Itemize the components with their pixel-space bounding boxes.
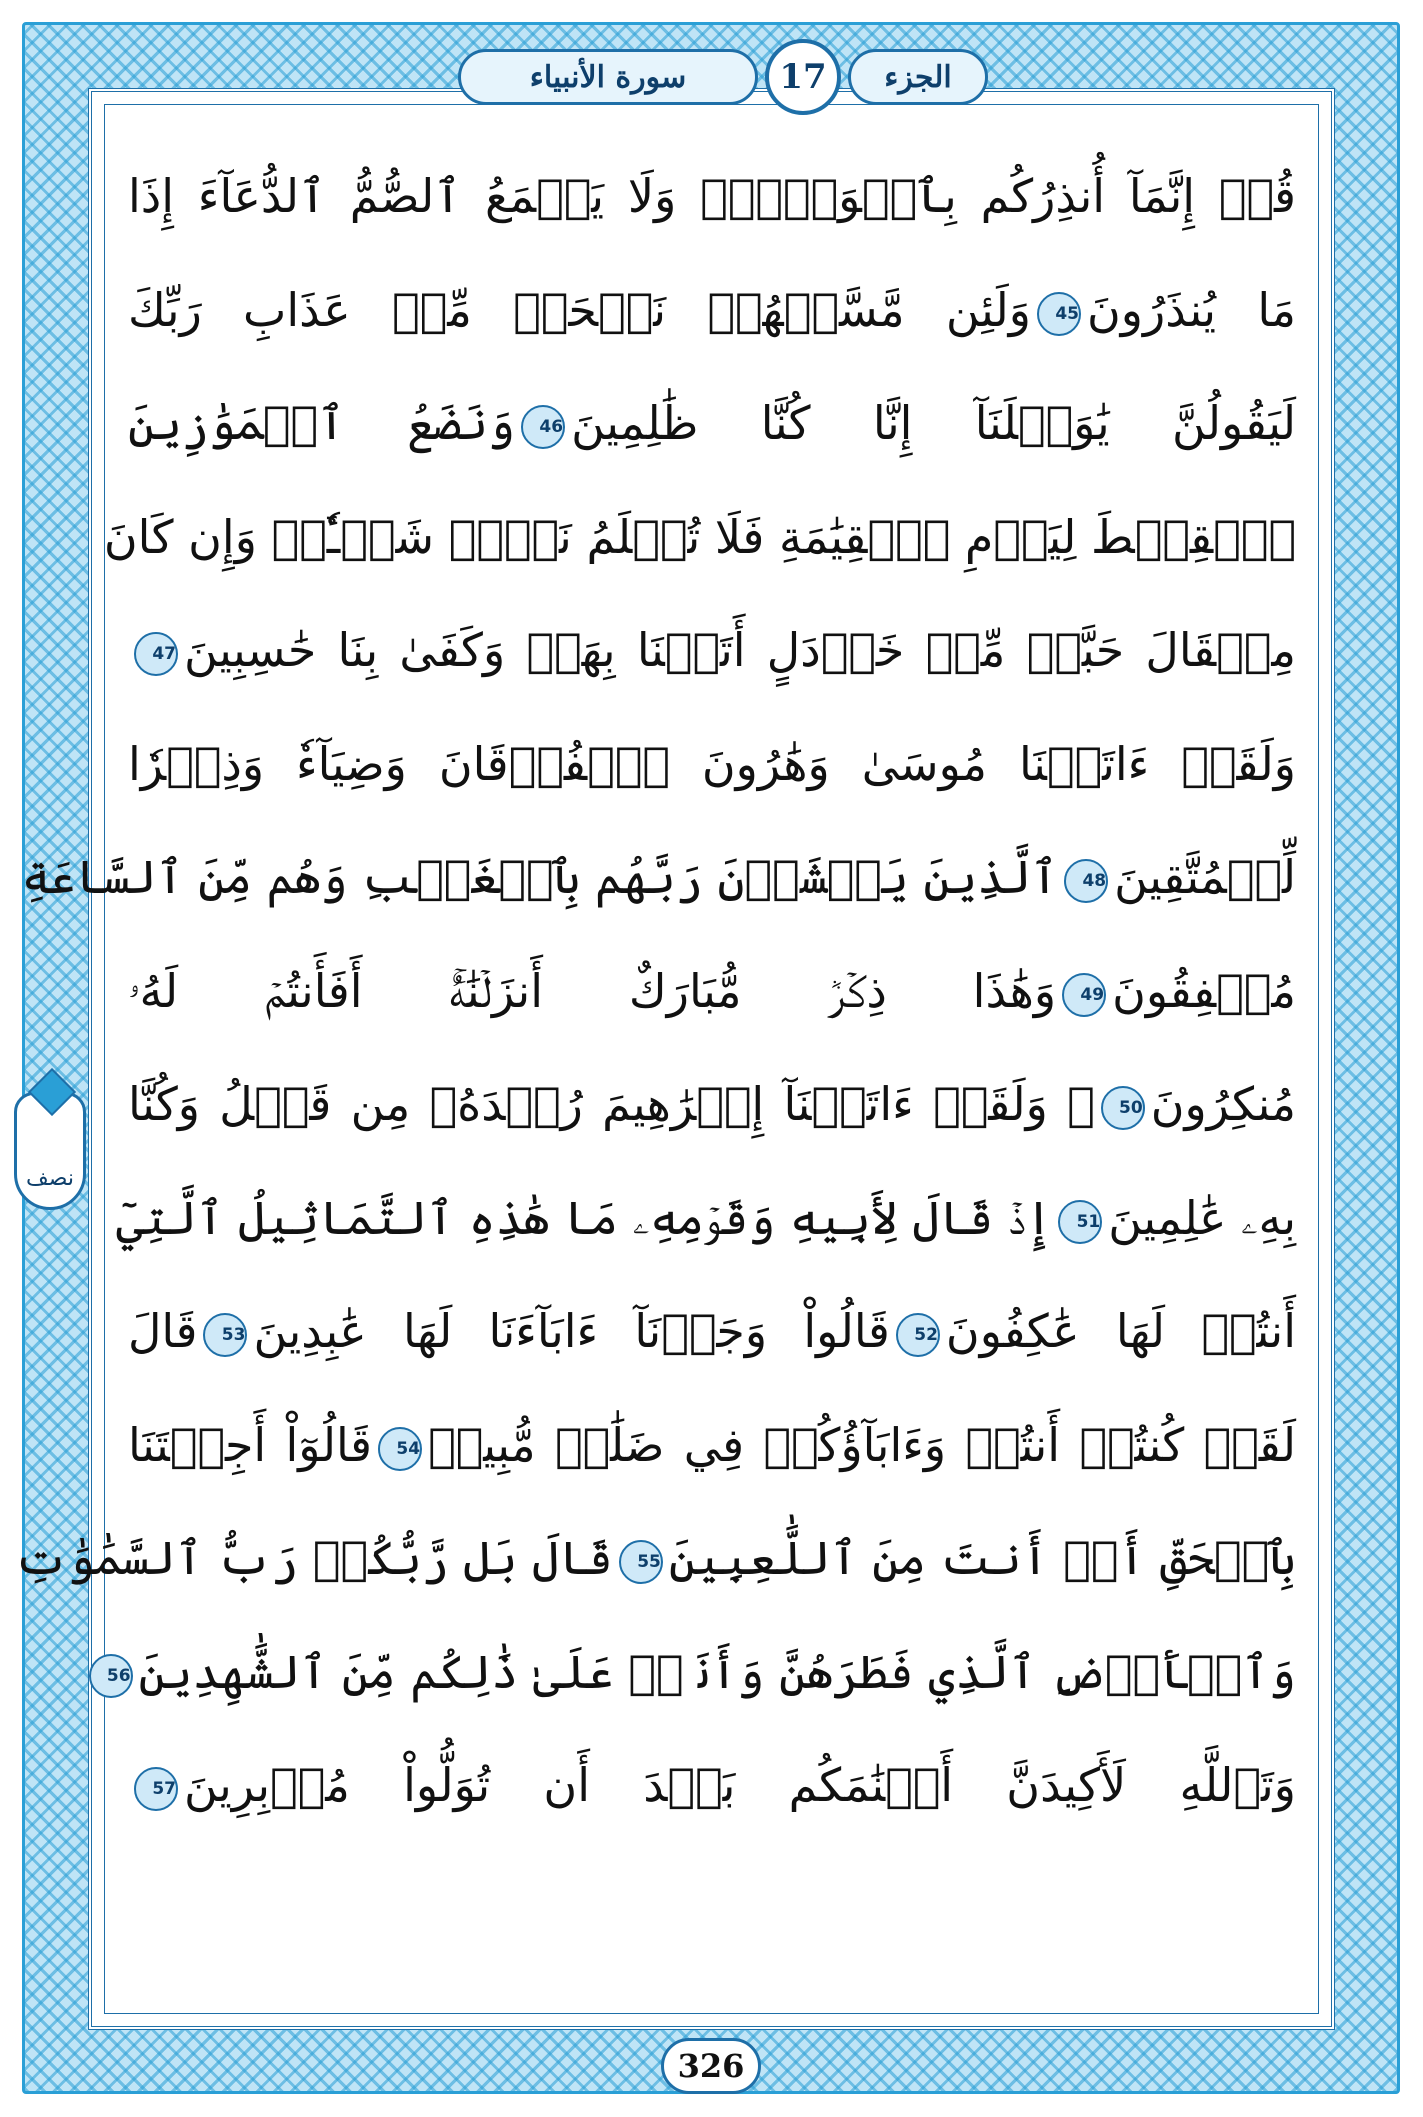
line-text: ۞ وَلَقَدۡ ءَاتَيۡنَآ إِبۡرَٰهِيمَ رُشۡدَهُۥ مِن قَبۡلُ وَكُنَّا	[128, 1077, 1095, 1131]
line-text: وَلَئِن مَّسَّتۡهُمۡ نَفۡحَةٞ مِّنۡ عَذَابِ رَبِّكَ	[128, 282, 1032, 337]
ayah-number-marker: 55	[619, 1540, 663, 1584]
text-line	[115, 1162, 1296, 1276]
line-text: بِهِۦ عَٰلِمِينَ	[1108, 1190, 1296, 1245]
juz-label: الجزء	[848, 49, 988, 105]
ayah-number-marker: 50	[1101, 1086, 1145, 1130]
line-text: إِذۡ قَالَ لِأَبِيهِ وَقَوۡمِهِۦ مَا هَٰذِهِ ٱلتَّمَاثِيلُ ٱلَّتِيٓ	[115, 1190, 1053, 1245]
hizb-marker	[14, 1092, 86, 1210]
line-text: مَا يُنذَرُونَ	[1087, 282, 1296, 337]
ayah-number-marker: 57	[134, 1767, 178, 1811]
text-line	[128, 708, 1296, 822]
text-line	[128, 367, 1296, 481]
surah-name: سورة الأنبياء	[458, 49, 758, 105]
line-text: مُشۡفِقُونَ	[1112, 963, 1296, 1018]
line-text: وَهَٰذَا ذِكۡرٞ مُّبَارَكٌ أَنزَلۡنَٰهُۚ أَفَأَنتُمۡ لَهُۥ	[128, 963, 1057, 1018]
text-line	[14, 1502, 1296, 1616]
juz-number: 17	[765, 39, 841, 115]
line-text: ٱلۡقِسۡطَ لِيَوۡمِ ٱلۡقِيَٰمَةِ فَلَا تُظۡلَمُ نَفۡسٞ شَيۡـٔٗاۖ وَإِن كَانَ	[103, 509, 1296, 564]
text-line	[106, 1616, 1296, 1730]
ayah-number-marker: 51	[1058, 1200, 1102, 1244]
ayah-number-marker: 56	[89, 1654, 133, 1698]
line-text: قَالُواْ وَجَدۡنَآ ءَابَآءَنَا لَهَا عَٰبِدِينَ	[253, 1304, 890, 1358]
line-text: وَلَقَدۡ ءَاتَيۡنَا مُوسَىٰ وَهَٰرُونَ ٱلۡفُرۡقَانَ وَضِيَآءٗ وَذِكۡرٗا	[128, 736, 1296, 791]
ayah-number-marker: 53	[203, 1313, 247, 1357]
text-line	[103, 481, 1296, 595]
line-text: مُنكِرُونَ	[1150, 1077, 1296, 1131]
text-line	[128, 140, 1296, 254]
line-text: وَٱلۡأَرۡضِ ٱلَّذِي فَطَرَهُنَّ وَأَنَا۠ عَلَىٰ ذَٰلِكُم مِّنَ ٱلشَّٰهِدِينَ	[138, 1644, 1296, 1699]
text-line	[21, 821, 1296, 935]
line-text: لَقَدۡ كُنتُمۡ أَنتُمۡ وَءَابَآؤُكُمۡ فِي ضَلَٰلٖ مُّبِينٖ	[428, 1417, 1296, 1472]
ayah-number-marker: 52	[896, 1313, 940, 1357]
text-line	[128, 1729, 1296, 1843]
line-text: لِّلۡمُتَّقِينَ	[1114, 850, 1296, 904]
page-number: 326	[661, 2038, 761, 2094]
text-line	[128, 1389, 1296, 1503]
ayah-number-marker: 48	[1064, 859, 1108, 903]
line-text: قُلۡ إِنَّمَآ أُنذِرُكُم بِٱلۡوَحۡيِۚ وَلَا يَسۡمَعُ ٱلصُّمُّ ٱلدُّعَآءَ إِذَا	[128, 169, 1296, 223]
line-text: ٱلَّذِينَ يَخۡشَوۡنَ رَبَّهُم بِٱلۡغَيۡبِ وَهُم مِّنَ ٱلسَّاعَةِ	[21, 850, 1059, 904]
ayah-number-marker: 49	[1062, 973, 1106, 1017]
line-text: قَالَ	[128, 1304, 198, 1358]
text-line	[128, 594, 1296, 708]
line-text: بِٱلۡحَقِّ أَمۡ أَنتَ مِنَ ٱللَّٰعِبِينَ	[668, 1531, 1296, 1585]
hizb-label: نصف	[26, 1166, 74, 1191]
line-text: قَالَ بَل رَّبُّكُمۡ رَبُّ ٱلسَّمَٰوَٰتِ	[14, 1531, 613, 1585]
ayah-number-marker: 45	[1037, 292, 1081, 336]
line-text: وَتَٱللَّهِ لَأَكِيدَنَّ أَصۡنَٰمَكُم بَعۡدَ أَن تُوَلُّواْ مُدۡبِرِينَ	[184, 1758, 1296, 1812]
page-header	[458, 34, 988, 120]
ayah-number-marker: 47	[134, 632, 178, 676]
text-line	[128, 1048, 1296, 1162]
ayah-number-marker: 46	[521, 405, 565, 449]
line-text: أَنتُمۡ لَهَا عَٰكِفُونَ	[945, 1304, 1296, 1358]
line-text: مِثۡقَالَ حَبَّةٖ مِّنۡ خَرۡدَلٍ أَتَيۡنَا بِهَاۗ وَكَفَىٰ بِنَا حَٰسِبِينَ	[184, 623, 1296, 677]
text-line	[128, 1275, 1296, 1389]
line-text: وَنَضَعُ ٱلۡمَوَٰزِينَ	[128, 396, 516, 450]
text-line	[128, 254, 1296, 368]
ayah-number-marker: 54	[378, 1427, 422, 1471]
text-line	[128, 935, 1296, 1049]
line-text: لَيَقُولُنَّ يَٰوَيۡلَنَآ إِنَّا كُنَّا ظَٰلِمِينَ	[571, 396, 1296, 450]
line-text: قَالُوٓاْ أَجِئۡتَنَا	[128, 1417, 373, 1472]
